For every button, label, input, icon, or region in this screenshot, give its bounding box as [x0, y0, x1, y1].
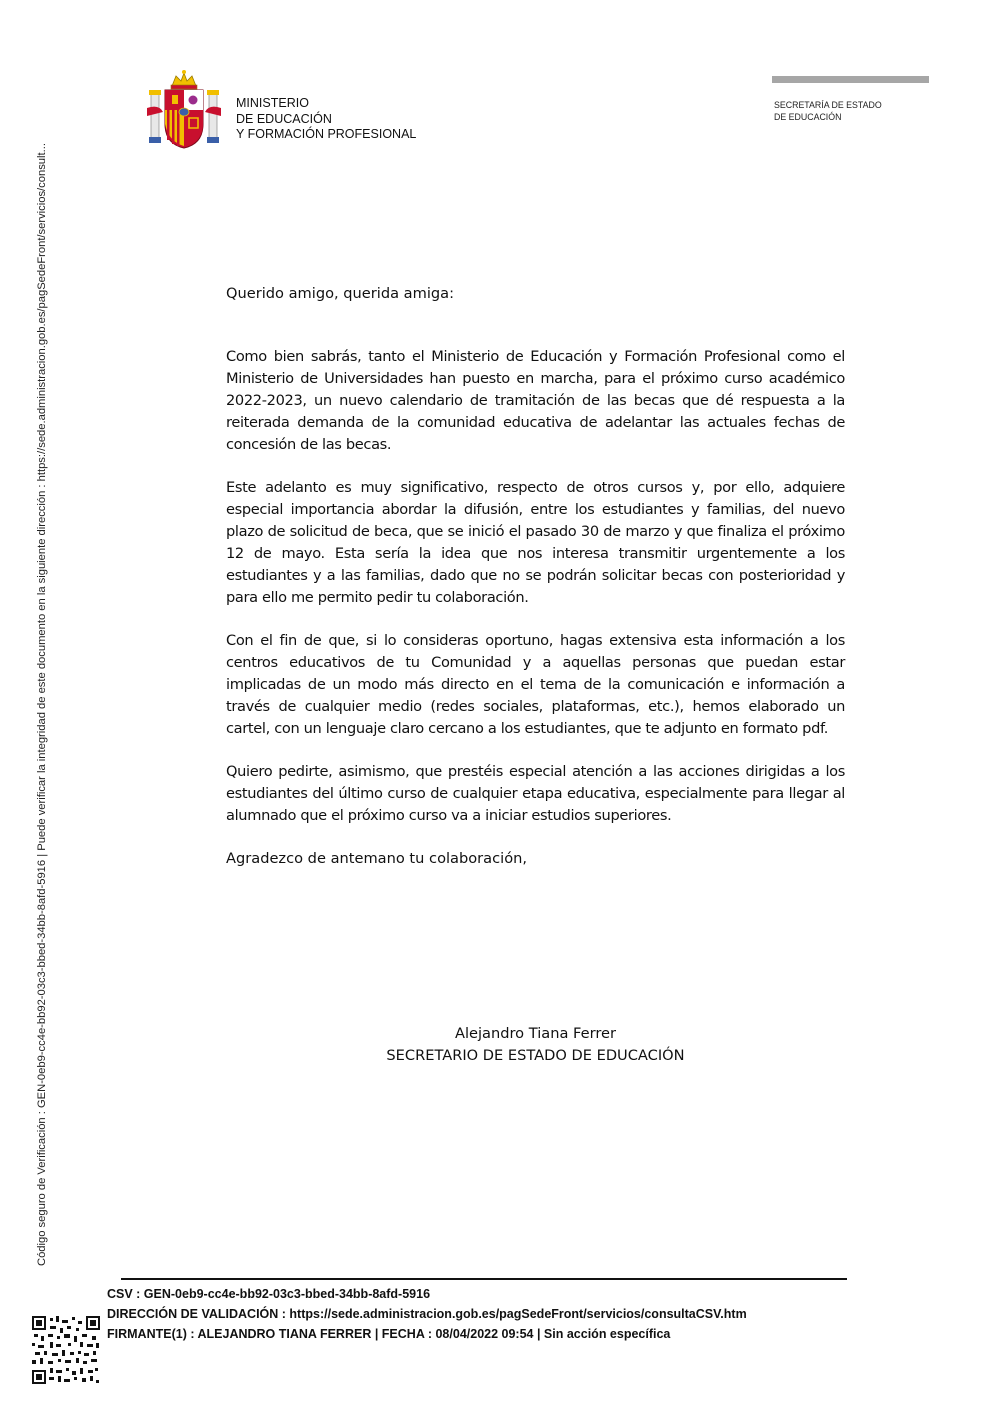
signer-title: SECRETARIO DE ESTADO DE EDUCACIÓN [386, 1047, 685, 1064]
letter-paragraph-1: Como bien sabrás, tanto el Ministerio de Educación y Formación Profesional como el Ministerio de Universidades han puesto en marcha, para el próximo curso académico 2022-2023, un nuevo calendario de tramitación de las becas que dé respuesta a la reiterada demanda de la comunidad educativa de adelantar las actuales fechas de concesión de las becas. [226, 348, 845, 453]
ministry-name [236, 96, 416, 143]
letter-greeting: Querido amigo, querida amiga: [226, 285, 455, 302]
footer-csv: CSV : GEN-0eb9-cc4e-bb92-03c3-bbed-34bb-8afd-5916 [107, 1287, 431, 1301]
verification-side-text: Código seguro de Verificación : GEN-0eb9-cc4e-bb92-03c3-bbed-34bb-8afd-5916 | Puede verificar la integridad de este documento en la siguiente dirección : https://sede.administracion.gob.es/pagSedeFront/servicios/consult... [36, 143, 48, 1266]
ministry-line-3: Y FORMACIÓN PROFESIONAL [236, 127, 417, 141]
footer-signer: FIRMANTE(1) : ALEJANDRO TIANA FERRER | FECHA : 08/04/2022 09:54 | Sin acción específica [107, 1327, 671, 1341]
header-grey-bar [772, 76, 929, 83]
ministry-line-2: DE EDUCACIÓN [236, 111, 332, 126]
letter-closing: Agradezco de antemano tu colaboración, [226, 850, 528, 867]
coat-of-arms-logo [145, 68, 223, 150]
footer-validation-link[interactable]: DIRECCIÓN DE VALIDACIÓN : https://sede.administracion.gob.es/pagSedeFront/servicios/consultaCSV.htm [107, 1307, 747, 1321]
secretaria-name [774, 100, 882, 123]
signature-block [300, 1023, 771, 1067]
footer-divider [121, 1278, 847, 1280]
secretaria-line-1: SECRETARÍA DE ESTADO [774, 100, 882, 110]
footer-metadata [107, 1284, 747, 1344]
ministry-line-1: MINISTERIO [236, 96, 309, 110]
letter-paragraph-2: Este adelanto es muy significativo, respecto de otros cursos y, por ello, adquiere especial importancia abordar la difusión, entre los estudiantes y familias, del nuevo plazo de solicitud de beca, que se inició el pasado 30 de marzo y que finaliza el próximo 12 de mayo. Esta sería la idea que nos interesa transmitir urgentemente a los estudiantes y a las familias, dado que no se podrán solicitar becas con posterioridad y para ello me permito pedir tu colaboración. [226, 479, 845, 606]
secretaria-line-2: DE EDUCACIÓN [774, 111, 842, 122]
letter-paragraph-3: Con el fin de que, si lo consideras oportuno, hagas extensiva esta información a los centros educativos de tu Comunidad y a aquellas personas que puedan estar implicadas de un modo más directo en el tema de la comunicación e información a través de cualquier medio (redes sociales, plataformas, etc.), hemos elaborado un cartel, con un lenguaje claro cercano a los estudiantes, que te adjunto en formato pdf. [226, 632, 845, 737]
signer-name: Alejandro Tiana Ferrer [454, 1025, 617, 1042]
letter-paragraph-4: Quiero pedirte, asimismo, que prestéis especial atención a las acciones dirigidas a los estudiantes del último curso de cualquier etapa educativa, especialmente para llegar al alumnado que el próximo curso va a iniciar estudios superiores. [226, 763, 845, 824]
qr-code-icon [32, 1316, 100, 1384]
